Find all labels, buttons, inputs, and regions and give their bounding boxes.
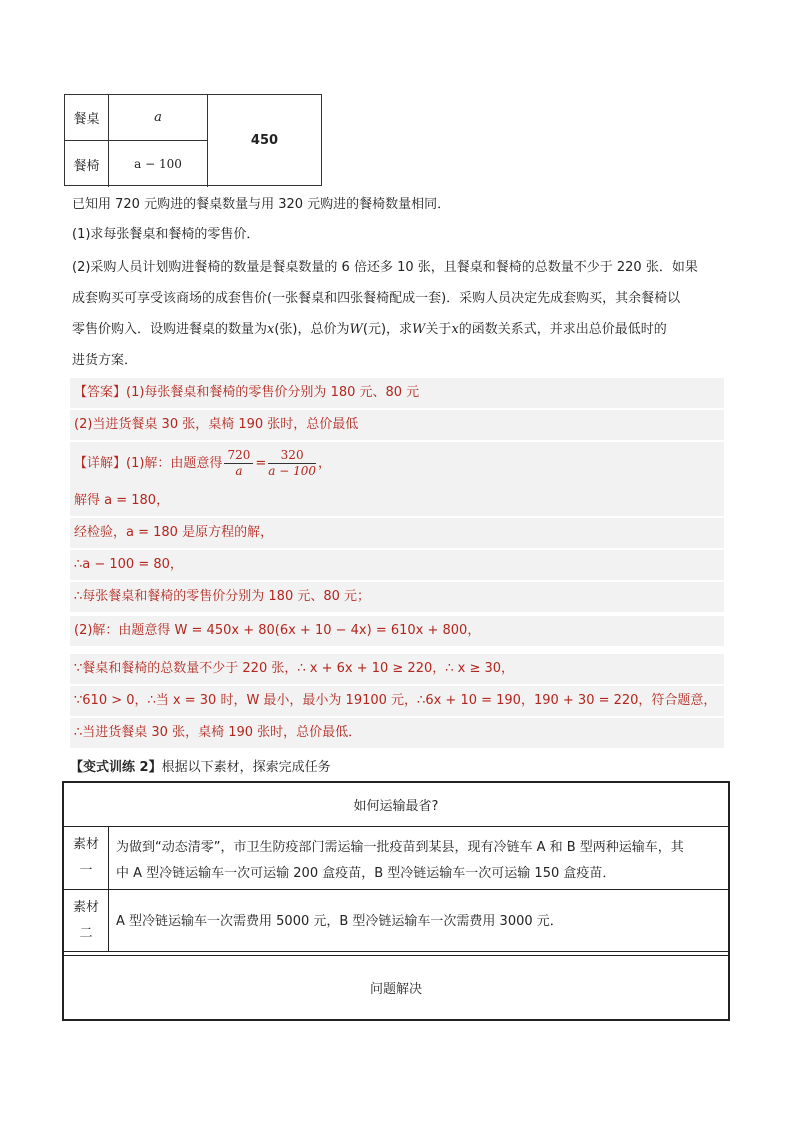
fraction-numerator: 320 bbox=[268, 448, 316, 464]
text-segment: 的函数关系式，并求出总价最低时的 bbox=[458, 322, 667, 337]
row-label-table: 餐桌 bbox=[73, 112, 100, 127]
problem-solving-row bbox=[64, 956, 728, 1019]
answer-line-2 bbox=[70, 410, 724, 440]
detail-line-3: 经检验，a = 180 是原方程的解， bbox=[70, 518, 724, 548]
text-segment: 关于 bbox=[425, 322, 452, 337]
detail-line-5: ∴每张餐桌和餐椅的零售价分别为 180 元、80 元； bbox=[70, 582, 724, 612]
answer-tag: 【答案】 bbox=[74, 385, 127, 400]
row-divider bbox=[64, 889, 728, 890]
table-cell bbox=[109, 141, 208, 187]
detail-line-1 bbox=[70, 442, 724, 486]
chair-price-value: a − 100 bbox=[134, 157, 182, 171]
fraction-1 bbox=[224, 448, 253, 479]
detail-line-2: 解得 a = 180， bbox=[70, 486, 724, 516]
answer-part-1: (1)每张餐桌和餐椅的零售价分别为 180 元、80 元 bbox=[126, 385, 420, 400]
math-var: W bbox=[412, 322, 426, 337]
material-2-text: A 型冷链运输车一次需费用 5000 元，B 型冷链运输车一次需费用 3000 元． bbox=[116, 914, 563, 929]
text-segment: (张)，总价为 bbox=[274, 322, 350, 337]
fraction-denominator: a − 100 bbox=[268, 464, 316, 478]
table-cell bbox=[65, 141, 109, 187]
detail-line-8: ∵610 > 0，∴当 x = 30 时，W 最小，最小为 19100 元，∴6x + 10 = 190，190 + 30 = 220，符合题意， bbox=[70, 686, 724, 716]
material-line: 为做到“动态清零”，市卫生防疫部门需运输一批疫苗到某县，现有冷链车 A 和 B 型两种运输车，其 bbox=[116, 840, 684, 855]
fraction-denominator: a bbox=[235, 464, 243, 478]
materials-table bbox=[62, 781, 730, 1021]
problem-given: 已知用 720 元购进的餐桌数量与用 320 元购进的餐椅数量相同． bbox=[72, 197, 451, 212]
row-divider bbox=[64, 951, 728, 952]
detail-line-4: ∴a − 100 = 80， bbox=[70, 550, 724, 580]
equals-sign: = bbox=[255, 456, 267, 471]
material-2-label bbox=[64, 890, 108, 952]
text-segment: (元)，求 bbox=[362, 322, 413, 337]
question-2-line-2: 成套购买可享受该商场的成套售价(一张餐桌和四张餐椅配成一套)．采购人员决定先成套购买，其余餐椅以 bbox=[72, 291, 681, 306]
label-text: 二 bbox=[79, 926, 93, 941]
answer-line-1 bbox=[70, 378, 724, 408]
math-var: x bbox=[451, 322, 459, 337]
material-1-label bbox=[64, 827, 108, 889]
material-1-text bbox=[116, 835, 684, 887]
text-segment: ， bbox=[318, 456, 332, 471]
variant-intro: 根据以下素材，探索完成任务 bbox=[161, 760, 331, 775]
label-text: 一 bbox=[79, 863, 93, 878]
material-line: 中 A 型冷链运输车一次可运输 200 盒疫苗，B 型冷链运输车一次可运输 150 盒疫苗． bbox=[116, 866, 616, 881]
detail-line-6: (2)解：由题意得 W = 450x + 80(6x + 10 − 4x) = 610x + 800， bbox=[70, 616, 724, 646]
answer-part-2: (2)当进货餐桌 30 张，桌椅 190 张时，总价最低 bbox=[74, 417, 359, 432]
variant-heading bbox=[70, 756, 331, 780]
table-title-row bbox=[64, 783, 728, 826]
detail-line-9: ∴当进货餐桌 30 张，桌椅 190 张时，总价最低． bbox=[70, 718, 724, 748]
question-2-line-1: (2)采购人员计划购进餐椅的数量是餐桌数量的 6 倍还多 10 张，且餐桌和餐椅的总数量不少于 220 张．如果 bbox=[72, 260, 698, 275]
question-2-line-4: 进货方案． bbox=[72, 353, 138, 368]
detail-tag: 【详解】 bbox=[74, 456, 127, 471]
row-label-chair: 餐椅 bbox=[73, 158, 100, 174]
table-title: 如何运输最省? bbox=[353, 799, 439, 814]
price-table bbox=[64, 94, 322, 186]
table-cell bbox=[65, 95, 109, 141]
math-var: x bbox=[267, 322, 275, 337]
detail-text: (1)解：由题意得 bbox=[126, 456, 223, 471]
text-segment: 零售价购入．设购进餐桌的数量为 bbox=[72, 322, 268, 337]
fraction-numerator: 720 bbox=[224, 448, 253, 464]
row-divider bbox=[64, 826, 728, 827]
question-2-line-3 bbox=[72, 317, 667, 343]
set-price-value: 450 bbox=[250, 132, 279, 148]
label-text: 素材 bbox=[72, 900, 99, 915]
label-text: 素材 bbox=[72, 837, 99, 852]
math-var: W bbox=[349, 322, 363, 337]
fraction-2 bbox=[268, 448, 316, 479]
detail-line-7: ∵餐桌和餐椅的总数量不少于 220 张，∴ x + 6x + 10 ≥ 220，∴ x ≥ 30， bbox=[70, 654, 724, 684]
variant-tag: 【变式训练 2】 bbox=[70, 760, 162, 775]
problem-solving-label: 问题解决 bbox=[369, 982, 422, 997]
table-cell bbox=[208, 95, 321, 185]
table-price-value: a bbox=[154, 110, 162, 125]
question-1: (1)求每张餐桌和餐椅的零售价． bbox=[72, 227, 260, 242]
table-cell bbox=[109, 95, 208, 141]
